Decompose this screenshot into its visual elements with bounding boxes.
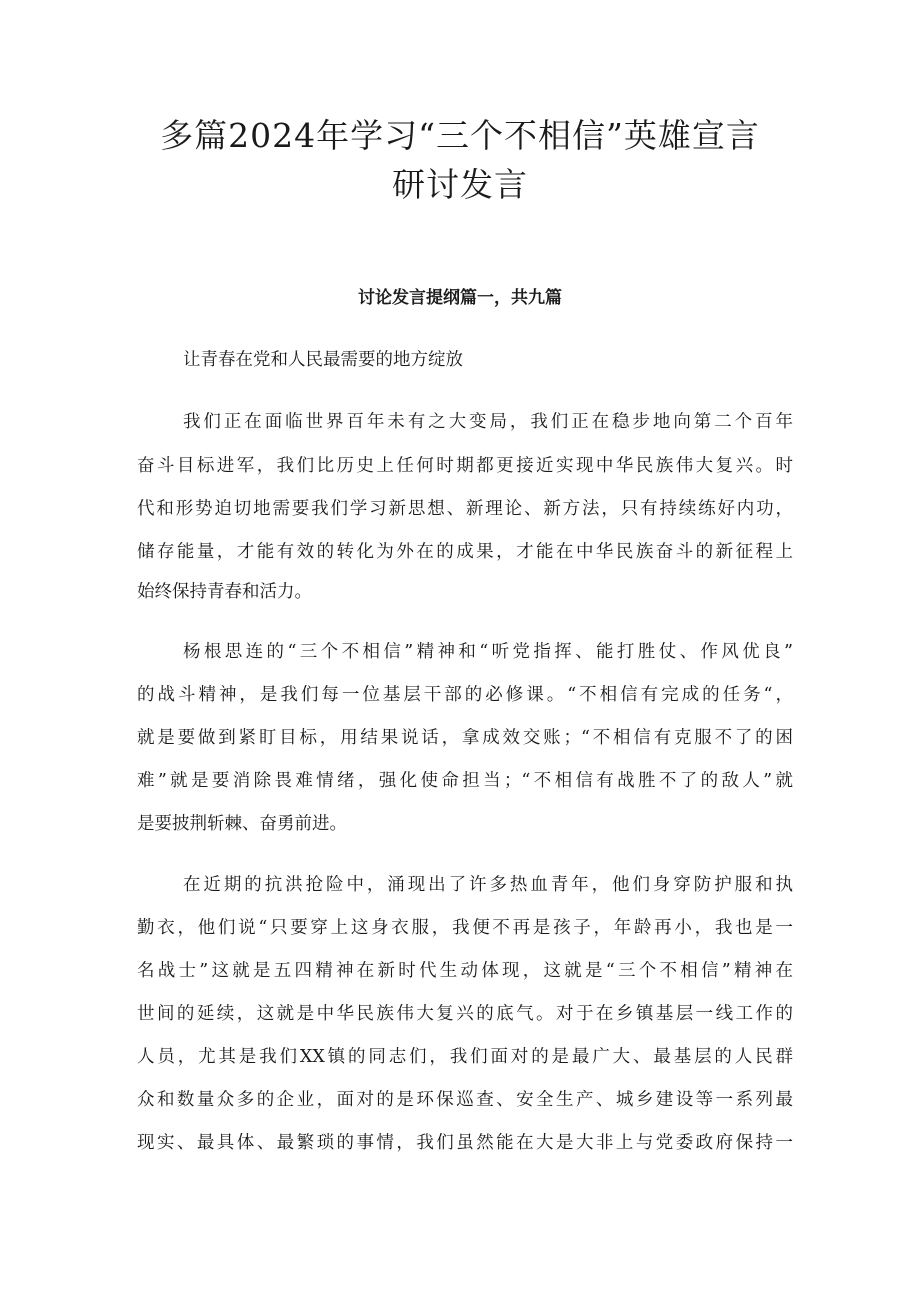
paragraph-3-line: 现实、最具体、最繁琐的事情，我们虽然能在大是大非上与党委政府保持一 — [137, 1133, 793, 1153]
paragraph-3-line: 在近期的抗洪抢险中，涌现出了许多热血青年，他们身穿防护服和执 — [183, 875, 793, 895]
section-heading: 让青春在党和人民最需要的地方绽放 — [183, 350, 463, 370]
paragraph-3-line: 人员，尤其是我们XX镇的同志们，我们面对的是最广大、最基层的人民群 — [137, 1047, 793, 1067]
paragraph-3-line: 世间的延续，这就是中华民族伟大复兴的底气。对于在乡镇基层一线工作的 — [137, 1004, 793, 1024]
paragraph-3-line: 名战士”这就是五四精神在新时代生动体现，这就是“三个不相信”精神在 — [137, 961, 793, 981]
paragraph-1-line: 始终保持青春和活力。 — [137, 582, 312, 602]
paragraph-2-line: 杨根思连的“三个不相信”精神和“听党指挥、能打胜仗、作风优良” — [183, 642, 793, 662]
paragraph-2-line: 难”就是要消除畏难情绪，强化使命担当；“不相信有战胜不了的敌人”就 — [137, 771, 793, 791]
paragraph-1-line: 奋斗目标进军，我们比历史上任何时期都更接近实现中华民族伟大复兴。时 — [137, 456, 793, 476]
document-subtitle: 讨论发言提纲篇一，共九篇 — [358, 288, 562, 308]
paragraph-3-line: 众和数量众多的企业，面对的是环保巡查、安全生产、城乡建设等一系列最 — [137, 1090, 793, 1110]
document-title-line-1: 多篇2024年学习“三个不相信”英雄宣言 — [160, 116, 760, 155]
paragraph-2-line: 是要披荆斩棘、奋勇前进。 — [137, 814, 347, 834]
paragraph-1-line: 储存能量，才能有效的转化为外在的成果，才能在中华民族奋斗的新征程上 — [137, 542, 793, 562]
paragraph-3-line: 勤衣，他们说“只要穿上这身衣服，我便不再是孩子，年龄再小，我也是一 — [137, 918, 793, 938]
paragraph-2-line: 就是要做到紧盯目标，用结果说话，拿成效交账；“不相信有克服不了的困 — [137, 728, 793, 748]
document-title-line-2: 研讨发言 — [392, 165, 528, 204]
paragraph-1-line: 代和形势迫切地需要我们学习新思想、新理论、新方法，只有持续练好内功， — [137, 499, 793, 519]
paragraph-1-line: 我们正在面临世界百年未有之大变局，我们正在稳步地向第二个百年 — [183, 412, 793, 432]
paragraph-2-line: 的战斗精神，是我们每一位基层干部的必修课。“不相信有完成的任务“， — [137, 685, 793, 705]
